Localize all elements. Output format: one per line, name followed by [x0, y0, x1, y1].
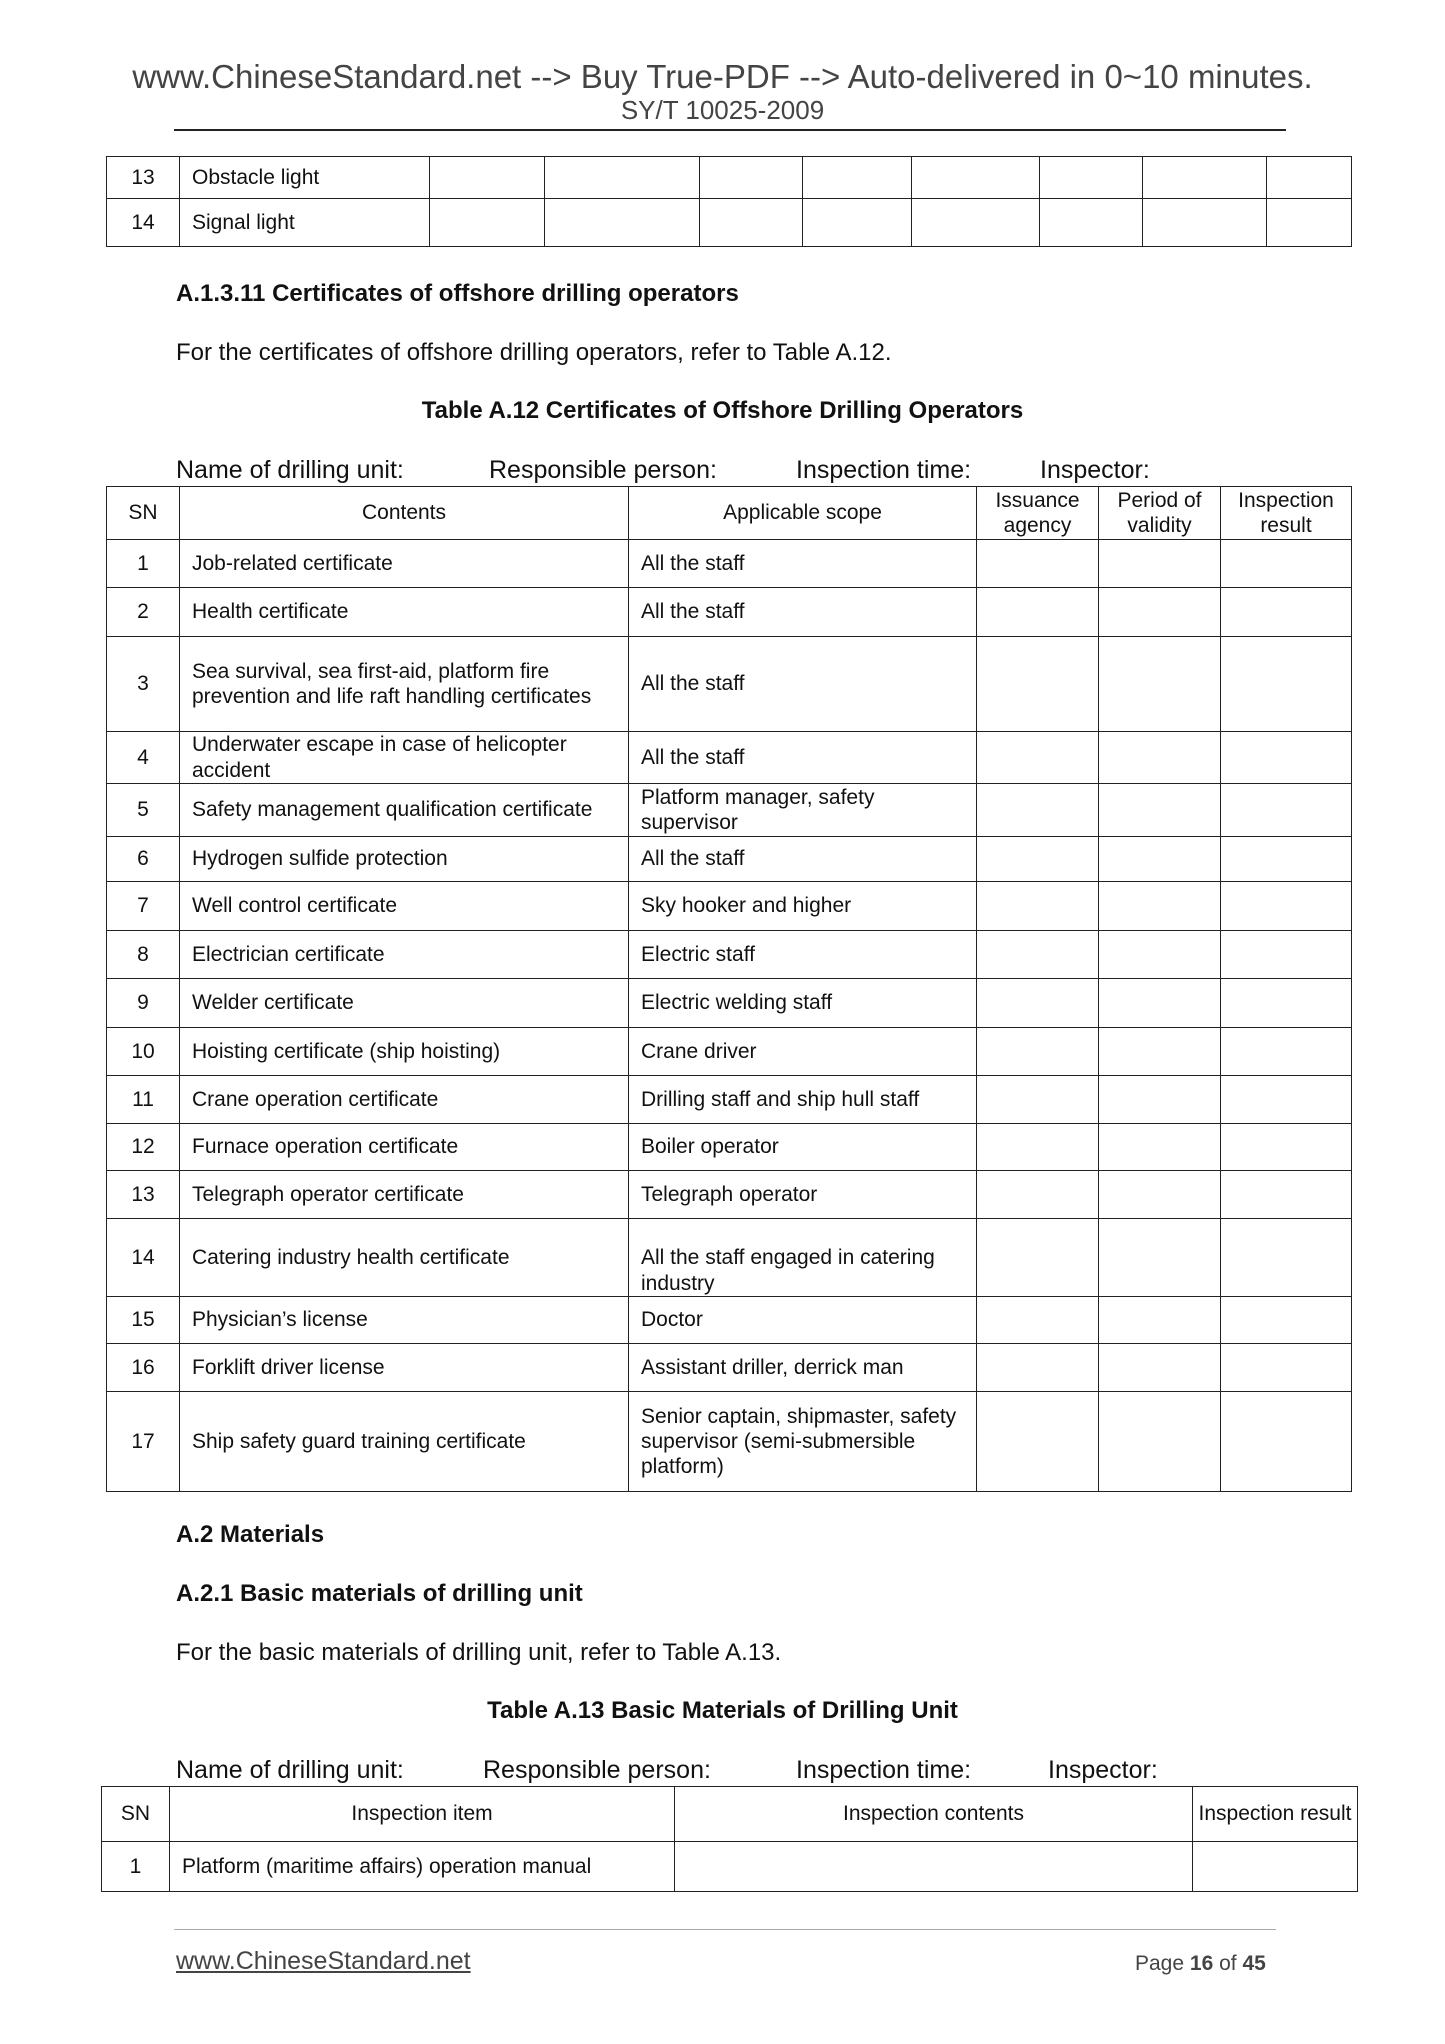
table-row — [107, 784, 1352, 837]
contents-cell: Underwater escape in case of helicopter accident — [180, 732, 629, 784]
table-row — [107, 199, 1352, 247]
item-cell: Signal light — [180, 199, 430, 247]
table-row — [107, 979, 1352, 1028]
contents-cell: Telegraph operator certificate — [180, 1171, 629, 1219]
table-a12-caption: Table A.12 Certificates of Offshore Drilling Operators — [421, 397, 1024, 424]
scope-cell: Electric staff — [629, 931, 977, 979]
scope-cell: All the staff — [629, 837, 977, 882]
scope-cell: Sky hooker and higher — [629, 882, 977, 931]
footer-divider — [174, 1929, 1276, 1930]
table-header-row — [107, 487, 1352, 540]
meta-time-label: Inspection time: — [796, 1756, 972, 1784]
table-row — [107, 732, 1352, 784]
sn-cell: 15 — [107, 1297, 180, 1344]
section-heading-a2: A.2 Materials — [176, 1521, 325, 1548]
sn-cell: 2 — [107, 588, 180, 637]
contents-cell: Sea survival, sea first-aid, platform fire prevention and life raft handling certificates — [180, 637, 629, 732]
column-header: Applicable scope — [629, 487, 977, 540]
section-text-a1311: For the certificates of offshore drilling operators, refer to Table A.12. — [176, 339, 892, 366]
contents-cell: Crane operation certificate — [180, 1076, 629, 1124]
table-row — [107, 1344, 1352, 1392]
table-row — [107, 540, 1352, 588]
scope-cell: All the staff — [629, 588, 977, 637]
sn-cell: 16 — [107, 1344, 180, 1392]
scope-cell: All the staff — [629, 637, 977, 732]
table-row — [107, 1124, 1352, 1171]
sn-cell: 14 — [107, 1219, 180, 1297]
table-row — [107, 637, 1352, 732]
table-header-row — [102, 1787, 1358, 1842]
table-row — [107, 1219, 1352, 1297]
contents-cell: Ship safety guard training certificate — [180, 1392, 629, 1492]
header-banner: www.ChineseStandard.net --> Buy True-PDF --> Auto-delivered in 0~10 minutes. — [132, 58, 1313, 95]
contents-cell: Health certificate — [180, 588, 629, 637]
contents-cell: Physician’s license — [180, 1297, 629, 1344]
item-cell: Platform (maritime affairs) operation manual — [170, 1842, 675, 1892]
column-header: Inspection item — [170, 1787, 675, 1842]
meta-unit-label: Name of drilling unit: — [176, 456, 404, 484]
header-divider — [174, 129, 1286, 131]
meta-person-label: Responsible person: — [483, 1756, 711, 1784]
scope-cell: All the staff engaged in catering industry — [629, 1219, 977, 1297]
scope-cell: All the staff — [629, 732, 977, 784]
meta-inspector-label: Inspector: — [1048, 1756, 1158, 1784]
contents-cell: Furnace operation certificate — [180, 1124, 629, 1171]
contents-cell: Catering industry health certificate — [180, 1219, 629, 1297]
table-row — [107, 1392, 1352, 1492]
sn-cell: 13 — [107, 1171, 180, 1219]
scope-cell: Boiler operator — [629, 1124, 977, 1171]
scope-cell: Assistant driller, derrick man — [629, 1344, 977, 1392]
sn-cell: 6 — [107, 837, 180, 882]
contents-cell: Well control certificate — [180, 882, 629, 931]
sn-cell: 8 — [107, 931, 180, 979]
column-header: SN — [102, 1787, 170, 1842]
meta-unit-label: Name of drilling unit: — [176, 1756, 404, 1784]
scope-cell: Crane driver — [629, 1028, 977, 1076]
section-heading-a1311: A.1.3.11 Certificates of offshore drilling operators — [176, 280, 739, 307]
sn-cell: 12 — [107, 1124, 180, 1171]
scope-cell: Telegraph operator — [629, 1171, 977, 1219]
table-a13-caption: Table A.13 Basic Materials of Drilling Unit — [487, 1697, 958, 1724]
contents-cell: Electrician certificate — [180, 931, 629, 979]
contents-cell: Job-related certificate — [180, 540, 629, 588]
page-of: of — [1219, 1952, 1237, 1975]
table-row — [107, 931, 1352, 979]
column-header: SN — [107, 487, 180, 540]
table-row — [107, 1076, 1352, 1124]
column-header: Period of validity — [1099, 487, 1221, 540]
table-row — [107, 157, 1352, 199]
table-row — [107, 588, 1352, 637]
scope-cell: Senior captain, shipmaster, safety supervisor (semi-submersible platform) — [629, 1392, 977, 1492]
previous-table — [106, 156, 1352, 247]
sn-cell: 1 — [107, 540, 180, 588]
page-prefix: Page — [1135, 1952, 1185, 1975]
column-header: Inspection result — [1221, 487, 1352, 540]
column-header: Contents — [180, 487, 629, 540]
sn-cell: 5 — [107, 784, 180, 837]
table-row — [107, 882, 1352, 931]
sn-cell: 3 — [107, 637, 180, 732]
scope-cell: Drilling staff and ship hull staff — [629, 1076, 977, 1124]
section-text-a21: For the basic materials of drilling unit, refer to Table A.13. — [176, 1639, 782, 1666]
meta-inspector-label: Inspector: — [1040, 456, 1150, 484]
table-row — [107, 1028, 1352, 1076]
meta-person-label: Responsible person: — [489, 456, 717, 484]
sn-cell: 4 — [107, 732, 180, 784]
table-row — [107, 1297, 1352, 1344]
page-indicator — [1135, 1952, 1266, 1976]
column-header: Issuance agency — [977, 487, 1099, 540]
standard-id: SY/T 10025-2009 — [620, 95, 825, 125]
sn-cell: 11 — [107, 1076, 180, 1124]
contents-cell: Safety management qualification certificate — [180, 784, 629, 837]
table-row — [107, 1171, 1352, 1219]
meta-time-label: Inspection time: — [796, 456, 972, 484]
scope-cell: Doctor — [629, 1297, 977, 1344]
sn-cell: 1 — [102, 1842, 170, 1892]
table-row — [102, 1842, 1358, 1892]
page-number: 16 — [1189, 1952, 1214, 1975]
footer-link[interactable]: www.ChineseStandard.net — [176, 1947, 471, 1975]
scope-cell: Electric welding staff — [629, 979, 977, 1028]
section-heading-a21: A.2.1 Basic materials of drilling unit — [176, 1580, 583, 1607]
sn-cell: 10 — [107, 1028, 180, 1076]
contents-cell: Forklift driver license — [180, 1344, 629, 1392]
item-cell: Obstacle light — [180, 157, 430, 199]
page-total: 45 — [1242, 1952, 1266, 1975]
column-header: Inspection result — [1193, 1787, 1358, 1842]
contents-cell: Welder certificate — [180, 979, 629, 1028]
contents-cell: Hydrogen sulfide protection — [180, 837, 629, 882]
contents-cell: Hoisting certificate (ship hoisting) — [180, 1028, 629, 1076]
sn-cell: 13 — [107, 157, 180, 199]
sn-cell: 7 — [107, 882, 180, 931]
table-a13 — [101, 1786, 1358, 1892]
sn-cell: 17 — [107, 1392, 180, 1492]
sn-cell: 14 — [107, 199, 180, 247]
column-header: Inspection contents — [675, 1787, 1193, 1842]
scope-cell: All the staff — [629, 540, 977, 588]
table-row — [107, 837, 1352, 882]
sn-cell: 9 — [107, 979, 180, 1028]
table-a12 — [106, 486, 1352, 1492]
scope-cell: Platform manager, safety supervisor — [629, 784, 977, 837]
